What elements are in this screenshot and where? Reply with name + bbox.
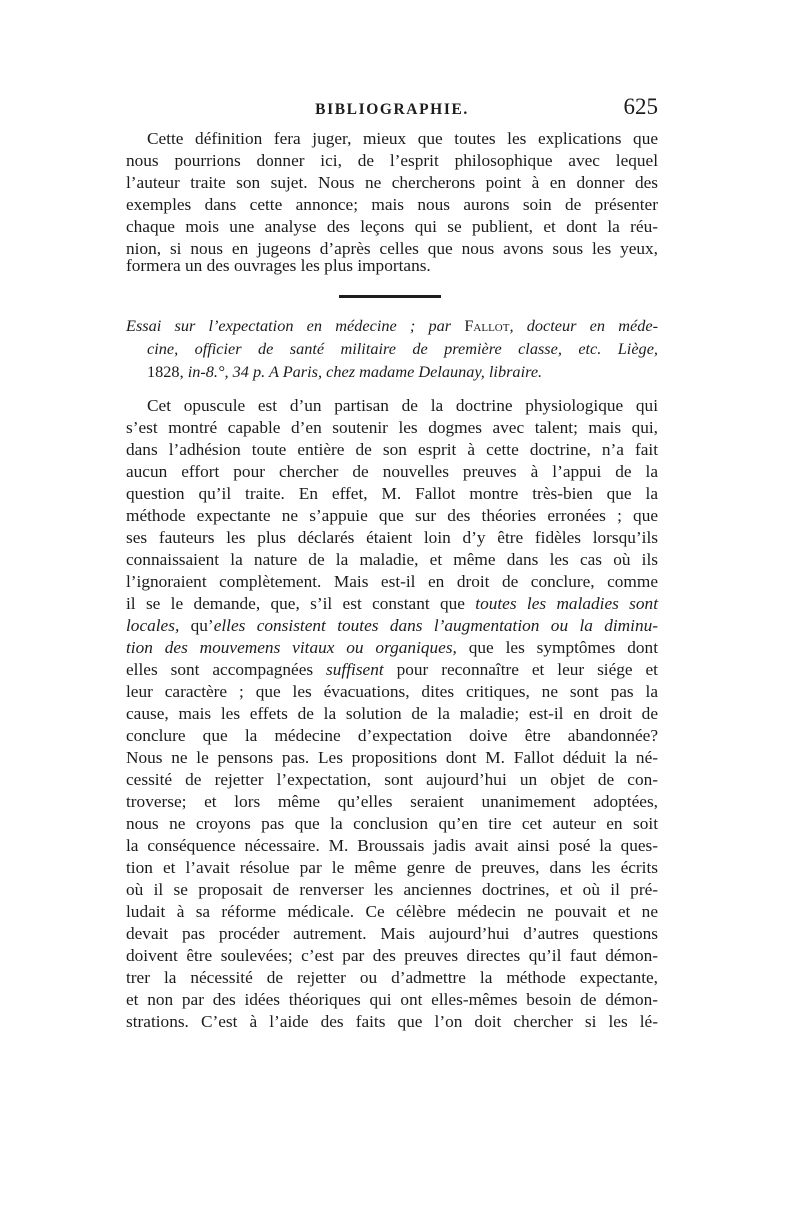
page-header — [126, 94, 658, 122]
imprint-publisher: , 34 p. A Paris, chez madame Delaunay, libraire. — [224, 362, 543, 381]
text-line: chaque mois une analyse des leçons qui se publient, et dont la réu- — [126, 217, 658, 236]
text-line: la conséquence nécessaire. M. Broussais jadis avait ainsi posé la ques- — [126, 836, 658, 855]
text-line: méthode expectante ne s’appuie que sur des théories erronées ; que — [126, 506, 658, 525]
text-line: question qu’il traite. En effet, M. Fallot montre très-bien que la — [126, 484, 658, 503]
book-title: Essai sur l’expectation en médecine ; par — [126, 316, 452, 335]
text-line: cause, mais les effets de la solution de la maladie; est-il en droit de — [126, 704, 658, 723]
text-line: l’auteur traite son sujet. Nous ne chercherons point à en donner des — [126, 173, 658, 192]
text-run-italic: toutes les maladies sont — [475, 594, 658, 613]
imprint-format: in-8.° — [187, 362, 225, 381]
imprint-year: 1828, — [147, 362, 188, 381]
text-line: strations. C’est à l’aide des faits que l’on doit chercher si les lé- — [126, 1012, 658, 1031]
text-line: s’est montré capable d’en soutenir les dogmes avec talent; mais qui, — [126, 418, 658, 437]
text-run: qu’ — [179, 616, 214, 635]
text-line: exemples dans cette annonce; mais nous aurons soin de présenter — [126, 195, 658, 214]
text-line: et non par des idées théoriques qui ont elles-mêmes besoin de démon- — [126, 990, 658, 1009]
text-line: nous pourrions donner ici, de l’esprit philosophique avec lequel — [126, 151, 658, 170]
text-line: troverse; et lors même qu’elles seraient unanimement adoptées, — [126, 792, 658, 811]
text-line: trer la nécessité de rejetter ou d’admettre la méthode expectante, — [126, 968, 658, 987]
text-run: elles sont accompagnées — [126, 660, 327, 679]
text-run-italic: locales, — [126, 616, 180, 635]
text-line: nous ne croyons pas que la conclusion qu’en tire cet auteur en soit — [126, 814, 658, 833]
text-line: connaissaient la nature de la maladie, et même dans les cas où ils — [126, 550, 658, 569]
author-name: Fallot — [464, 316, 510, 335]
text-line: dans l’adhésion toute entière de son esprit à cette doctrine, n’a fait — [126, 440, 658, 459]
entry-line: cine, officier de santé militaire de première classe, etc. Liège, — [147, 339, 658, 358]
text-line: Cette définition fera juger, mieux que toutes les explications que — [147, 129, 658, 148]
running-title: BIBLIOGRAPHIE. — [315, 101, 469, 118]
text-run: pour reconnaître et leur siége et — [383, 660, 658, 679]
text-line: ludait à sa réforme médicale. Ce célèbre médecin ne pouvait et ne — [126, 902, 658, 921]
text-line: doivent être soulevées; c’est par des preuves directes qu’il faut démon- — [126, 946, 658, 965]
text-run-italic: elles consistent toutes dans l’augmentation ou la diminu- — [213, 616, 659, 635]
text-line: leur caractère ; que les évacuations, dites critiques, ne sont pas la — [126, 682, 658, 701]
text-run: que les symptômes dont — [456, 638, 659, 657]
text-line: devait pas procéder autrement. Mais aujourd’hui d’autres questions — [126, 924, 658, 943]
text-run-italic: suffisent — [326, 660, 384, 679]
text-run: il se le demande, que, s’il est constant que — [126, 594, 476, 613]
entry-imprint-line — [147, 359, 658, 385]
page-number: 625 — [623, 94, 658, 119]
text-line: Nous ne le pensons pas. Les propositions dont M. Fallot déduit la né- — [126, 748, 658, 767]
section-divider — [339, 295, 441, 298]
text-line: où il se proposait de renverser les anciennes doctrines, et où il pré- — [126, 880, 658, 899]
text-line: cessité de rejetter l’expectation, sont aujourd’hui un objet de con- — [126, 770, 658, 789]
text-line: nion, si nous en jugeons d’après celles que nous avons sous les yeux, — [126, 239, 658, 258]
text-line: Cet opuscule est d’un partisan de la doctrine physiologique qui — [147, 396, 658, 415]
text-line: ses fauteurs les plus déclarés étaient loin d’y être fidèles lorsqu’ils — [126, 528, 658, 547]
author-title: , docteur en méde- — [509, 316, 659, 335]
text-line: l’ignoraient complètement. Mais est-il en droit de conclure, comme — [126, 572, 658, 591]
text-line: aucun effort pour chercher de nouvelles preuves à l’appui de la — [126, 462, 658, 481]
text-line: formera un des ouvrages les plus importans. — [126, 256, 431, 275]
text-line: tion et l’avait résolue par le même genre de preuves, dans les écrits — [126, 858, 658, 877]
text-run-italic: tion des mouvemens vitaux ou organiques, — [126, 638, 457, 657]
text-line: conclure que la médecine d’expectation doive être abandonnée? — [126, 726, 658, 745]
